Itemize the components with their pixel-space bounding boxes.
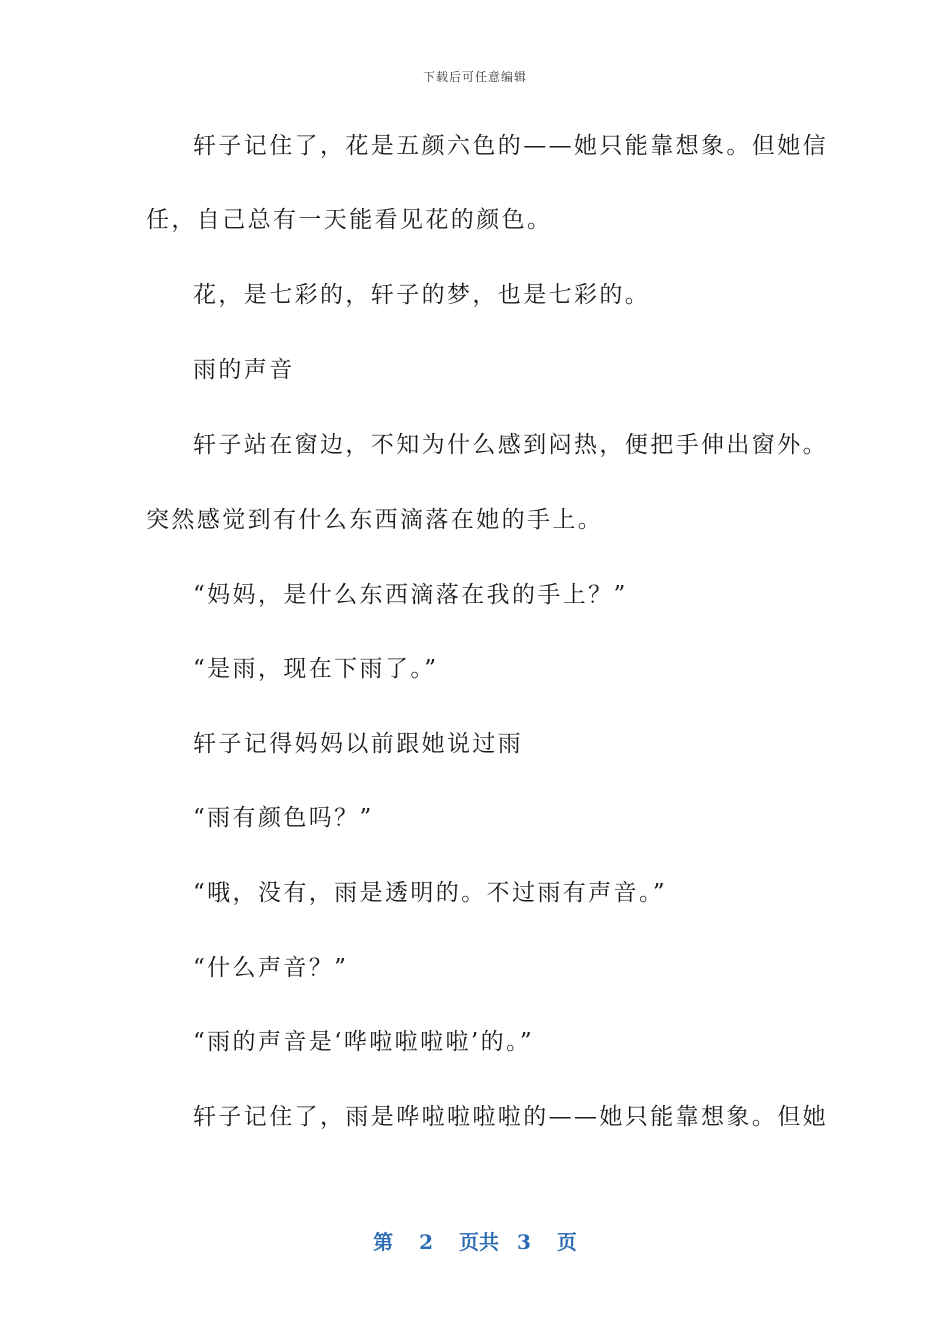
paragraph-line: 花，是七彩的，轩子的梦，也是七彩的。 — [193, 282, 651, 308]
paragraph-line: 轩子记住了，花是五颜六色的——她只能靠想象。但她信 — [193, 133, 828, 159]
dialogue-line: “妈妈，是什么东西滴落在我的手上？” — [193, 582, 628, 608]
dialogue-line: “雨有颜色吗？” — [193, 805, 374, 831]
paragraph-line: 轩子记住了，雨是哗啦啦啦啦的——她只能靠想象。但她 — [193, 1104, 828, 1130]
page-label-prefix: 第 — [373, 1230, 394, 1254]
paragraph-line: 任，自己总有一天能看见花的颜色。 — [146, 207, 553, 233]
paragraph-line: 轩子记得妈妈以前跟她说过雨 — [193, 731, 524, 757]
paragraph-line: 轩子站在窗边，不知为什么感到闷热，便把手伸出窗外。 — [193, 432, 828, 458]
section-heading: 雨的声音 — [193, 357, 295, 383]
page-number — [0, 1226, 950, 1255]
dialogue-line: “雨的声音是‘哗啦啦啦啦’的。” — [193, 1029, 535, 1055]
total-pages: 3 — [517, 1230, 531, 1254]
header-note: 下载后可任意编辑 — [422, 70, 527, 84]
page-label-suffix: 页 — [556, 1230, 577, 1254]
page-label-mid: 页共 — [459, 1230, 499, 1254]
dialogue-line: “哦，没有，雨是透明的。不过雨有声音。” — [193, 880, 668, 906]
dialogue-line: “什么声音？” — [193, 955, 349, 981]
dialogue-line: “是雨，现在下雨了。” — [193, 656, 439, 682]
paragraph-line: 突然感觉到有什么东西滴落在她的手上。 — [146, 507, 604, 533]
current-page: 2 — [419, 1230, 433, 1254]
